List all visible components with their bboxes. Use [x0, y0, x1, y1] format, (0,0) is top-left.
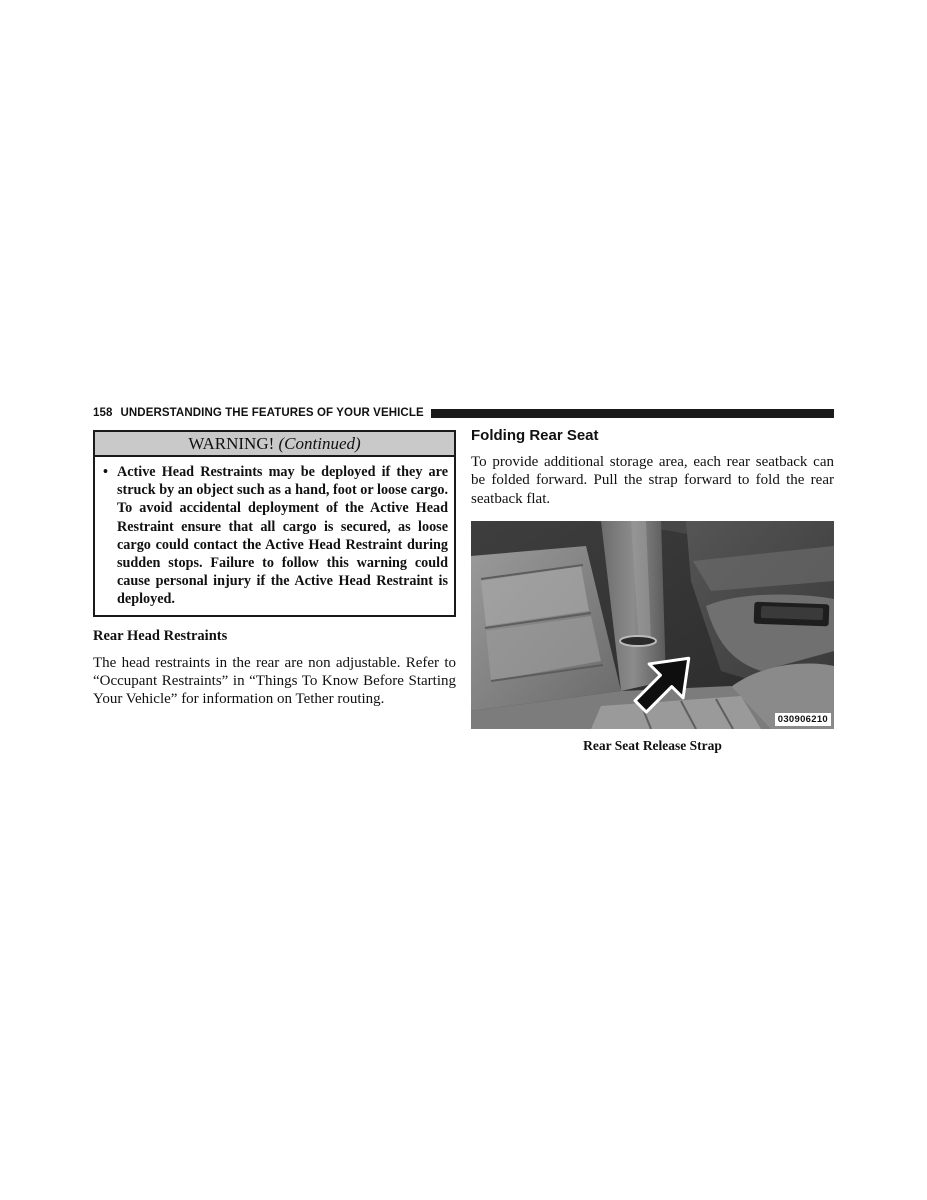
page-header [93, 405, 834, 421]
header-rule [431, 409, 834, 418]
warning-title-text: WARNING! [188, 434, 275, 453]
rear-head-restraints-body: The head restraints in the rear are non adjustable. Refer to “Occupant Restraints” in “Things To Know Before Starting Your Vehicle” for information on Tether routing. [93, 654, 456, 708]
page-number: 158 [93, 407, 113, 419]
warning-item-text: Active Head Restraints may be deployed if they are struck by an object such as a hand, foot or loose cargo. To avoid accidental deployment of the Active Head Restraint ensure that all cargo is secured, as loose cargo could contact the Active Head Restraint during sudden stops. Failure to follow this warning could cause personal injury if the Active Head Restraint is deployed. [117, 464, 448, 608]
figure-caption: Rear Seat Release Strap [583, 737, 722, 753]
section-title: UNDERSTANDING THE FEATURES OF YOUR VEHICLE [120, 407, 424, 419]
figure-code: 030906210 [775, 713, 831, 726]
folding-rear-seat-body: To provide additional storage area, each rear seatback can be folded forward. Pull the strap forward to fold the rear seatback flat. [471, 454, 834, 507]
warning-title-suffix: (Continued) [278, 434, 361, 453]
left-column [93, 430, 456, 709]
rear-head-restraints-heading: Rear Head Restraints [93, 627, 228, 644]
bullet: • [103, 464, 108, 480]
warning-body [95, 457, 454, 615]
right-column [471, 427, 834, 754]
rear-seat-figure [471, 521, 834, 729]
warning-box [93, 430, 456, 617]
warning-title [95, 432, 454, 457]
folding-rear-seat-heading: Folding Rear Seat [471, 427, 599, 444]
rear-seat-illustration [471, 521, 834, 729]
warning-item [101, 463, 448, 609]
